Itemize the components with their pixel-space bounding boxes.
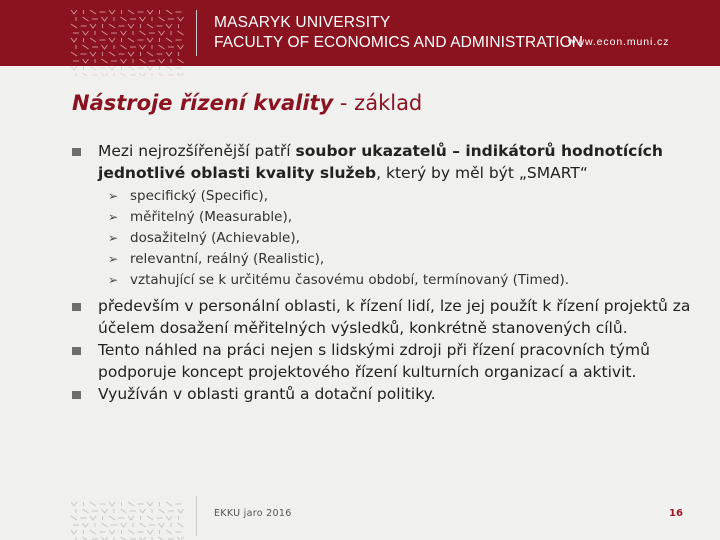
footer-pattern-logo — [68, 498, 184, 540]
bullet-square-icon — [72, 347, 81, 355]
bullet-text: Využíván v oblasti grantů a dotační politiky. — [98, 385, 436, 403]
smart-item-text: specifický (Specific), — [130, 188, 268, 204]
bullet-square-icon — [72, 148, 81, 156]
smart-item-text: dosažitelný (Achievable), — [130, 230, 300, 246]
slide-content — [72, 140, 712, 405]
smart-list-item — [108, 249, 712, 270]
university-name: MASARYK UNIVERSITY — [214, 14, 391, 31]
smart-list-item — [108, 207, 712, 228]
bullet-text: Mezi nejrozšířenější patří — [98, 142, 296, 160]
smart-item-text: relevantní, reálný (Realistic), — [130, 251, 325, 267]
bullet-item — [72, 295, 712, 339]
bullet-item — [72, 140, 712, 184]
arrow-bullet-icon: ➢ — [108, 273, 119, 287]
website-address: www.econ.muni.cz — [568, 36, 670, 48]
smart-item-text: měřitelný (Measurable), — [130, 209, 293, 225]
smart-list-item — [108, 270, 712, 291]
header-banner — [0, 0, 720, 66]
slide-title-rest: - základ — [333, 91, 423, 115]
arrow-bullet-icon: ➢ — [108, 252, 119, 266]
footer-divider — [196, 496, 197, 536]
arrow-bullet-icon: ➢ — [108, 231, 119, 245]
smart-item-text: vztahující se k určitému časovému období, termínovaný (Timed). — [130, 272, 570, 288]
smart-list — [108, 186, 712, 291]
page-number: 16 — [669, 508, 683, 519]
bullet-text: Tento náhled na práci nejen s lidskými zdroji při řízení pracovních týmů podporuje koncept projektového řízení kulturních organizací a aktivit. — [98, 341, 650, 381]
arrow-bullet-icon: ➢ — [108, 210, 119, 224]
bullet-text: , který by měl být „SMART“ — [376, 164, 588, 182]
footer-course-label: EKKU jaro 2016 — [214, 508, 292, 519]
bullet-square-icon — [72, 391, 81, 399]
bullet-item — [72, 339, 712, 383]
bullet-text: především v personální oblasti, k řízení lidí, lze jej použít k řízení projektů za účelem dosažení měřitelných výsledků, konkrétně stanovených cílů. — [98, 297, 691, 337]
slide-title — [72, 89, 422, 117]
slide-title-bold: Nástroje řízení kvality — [72, 91, 334, 115]
bullet-square-icon — [72, 303, 81, 311]
header-divider — [196, 10, 197, 56]
bullet-bold-text: soubor ukazatelů – indikátorů hodnotících jednotlivé oblasti kvality služeb — [98, 142, 663, 182]
smart-list-item — [108, 186, 712, 207]
arrow-bullet-icon: ➢ — [108, 189, 119, 203]
bullet-item — [72, 383, 712, 405]
smart-list-item — [108, 228, 712, 249]
faculty-name: FACULTY OF ECONOMICS AND ADMINISTRATION — [214, 34, 584, 51]
faculty-pattern-logo — [68, 6, 184, 76]
